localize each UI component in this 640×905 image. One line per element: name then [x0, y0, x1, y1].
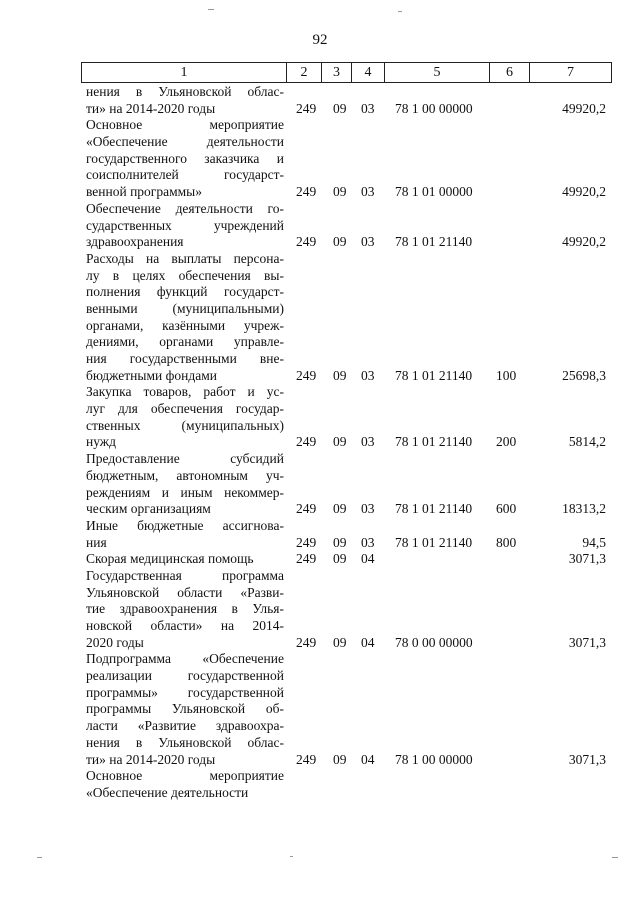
cell-target-article: 78 0 00 00000	[395, 634, 473, 650]
row-name-line: нения в Ульяновской облас-	[86, 84, 284, 99]
row-name-line: тие здравоохранения в Улья-	[86, 601, 284, 617]
cell-target-article: 78 1 01 21140	[395, 501, 473, 517]
cell-section: 09	[333, 534, 347, 550]
table-row	[86, 384, 616, 451]
row-name-line: венной программы»	[86, 184, 202, 200]
cell-target-article: 78 1 00 00000	[395, 751, 473, 767]
table-header	[81, 62, 612, 83]
row-name-line: Подпрограмма «Обеспечение	[86, 651, 284, 667]
table-row	[86, 251, 616, 385]
scan-mark	[612, 857, 618, 858]
cell-section: 09	[333, 751, 347, 767]
row-values	[86, 635, 616, 652]
row-name-line: ния	[86, 534, 107, 550]
row-name	[86, 251, 284, 385]
header-col-7: 7	[567, 65, 574, 80]
page-number: 92	[312, 32, 328, 48]
cell-subsection: 03	[361, 434, 375, 450]
cell-target-article: 78 1 00 00000	[395, 100, 473, 116]
row-name-line: программы» государственной	[86, 684, 284, 700]
cell-target-article: 78 1 01 00000	[395, 184, 473, 200]
cell-section: 09	[333, 234, 347, 250]
row-name-line: ти» на 2014-2020 годы	[86, 751, 216, 767]
row-name-line: программы Ульяновской об-	[86, 701, 284, 717]
cell-admin-code: 249	[296, 100, 317, 116]
cell-admin-code: 249	[296, 367, 317, 383]
row-values	[86, 501, 616, 518]
row-values	[86, 535, 616, 552]
scan-mark	[37, 857, 42, 858]
table-row	[86, 117, 616, 200]
row-values	[86, 368, 616, 385]
row-name-line: бюджетным, автономным уч-	[86, 467, 284, 483]
cell-section: 09	[333, 100, 347, 116]
cell-admin-code: 249	[296, 234, 317, 250]
cell-subsection: 03	[361, 534, 375, 550]
cell-subsection: 03	[361, 184, 375, 200]
row-name-line: нужд	[86, 434, 116, 450]
scan-mark	[208, 9, 214, 10]
table-row	[86, 201, 616, 251]
row-values	[86, 551, 616, 568]
row-name-line: ласти «Развитие здравоохра-	[86, 718, 284, 734]
cell-amount: 3071,3	[568, 634, 606, 650]
table-row	[86, 768, 616, 801]
table-body	[86, 84, 616, 824]
cell-expense-type: 600	[496, 501, 517, 517]
cell-subsection: 03	[361, 367, 375, 383]
row-name-line: ческим организациям	[86, 501, 211, 517]
row-name-line: соисполнителей государст-	[86, 167, 284, 183]
cell-expense-type: 800	[496, 534, 517, 550]
row-name-line: полнения функций государст-	[86, 284, 284, 300]
row-values	[86, 234, 616, 251]
row-name-line: ти» на 2014-2020 годы	[86, 100, 216, 116]
cell-target-article: 78 1 01 21140	[395, 234, 473, 250]
header-col-3: 3	[322, 63, 352, 82]
table-row	[86, 651, 616, 768]
cell-section: 09	[333, 184, 347, 200]
header-col-5: 5	[385, 63, 490, 82]
cell-amount: 3071,3	[568, 751, 606, 767]
cell-amount: 49920,2	[562, 100, 606, 116]
row-name-line: Иные бюджетные ассигнова-	[86, 517, 284, 533]
table-row	[86, 518, 616, 551]
cell-section: 09	[333, 551, 347, 567]
row-name-line: 2020 годы	[86, 634, 144, 650]
table-row	[86, 84, 616, 117]
cell-subsection: 04	[361, 751, 375, 767]
row-name-line: нения в Ульяновской облас-	[86, 734, 284, 750]
cell-admin-code: 249	[296, 634, 317, 650]
row-name-line: новской области» на 2014-	[86, 618, 284, 633]
row-name-line: Скорая медицинская помощь	[86, 551, 254, 567]
cell-admin-code: 249	[296, 184, 317, 200]
row-name-line: венными (муниципальными)	[86, 300, 284, 316]
row-values	[86, 101, 616, 118]
row-name-line: Основное мероприятие	[86, 768, 284, 784]
cell-amount: 25698,3	[562, 367, 606, 383]
row-name-line: Расходы на выплаты персона-	[86, 250, 284, 266]
row-name-line: государственного заказчика и	[86, 150, 284, 166]
cell-admin-code: 249	[296, 551, 317, 567]
cell-admin-code: 249	[296, 434, 317, 450]
cell-expense-type: 100	[496, 367, 517, 383]
row-name-line: Основное мероприятие	[86, 117, 284, 133]
cell-subsection: 04	[361, 634, 375, 650]
row-values	[86, 785, 616, 802]
cell-admin-code: 249	[296, 501, 317, 517]
row-name-line: бюджетными фондами	[86, 367, 217, 383]
header-col-1: 1	[82, 63, 287, 82]
cell-amount: 3071,3	[568, 551, 606, 567]
row-name-line: «Обеспечение деятельности	[86, 784, 249, 800]
row-name-line: Государственная программа	[86, 567, 284, 583]
cell-section: 09	[333, 634, 347, 650]
cell-subsection: 03	[361, 234, 375, 250]
cell-admin-code: 249	[296, 751, 317, 767]
cell-amount: 18313,2	[562, 501, 606, 517]
scan-mark	[290, 856, 293, 857]
cell-expense-type: 200	[496, 434, 517, 450]
cell-amount: 94,5	[582, 534, 606, 550]
row-name-line: ния государственными вне-	[86, 351, 284, 366]
cell-subsection: 04	[361, 551, 375, 567]
row-name-line: луг для обеспечения государ-	[86, 401, 284, 417]
cell-section: 09	[333, 367, 347, 383]
row-name-line: лу в целях обеспечения вы-	[86, 267, 284, 283]
table-row	[86, 551, 616, 568]
cell-amount: 5814,2	[568, 434, 606, 450]
cell-section: 09	[333, 501, 347, 517]
cell-target-article: 78 1 01 21140	[395, 367, 473, 383]
row-name-line: Обеспечение деятельности го-	[86, 200, 284, 216]
cell-amount: 49920,2	[562, 234, 606, 250]
header-col-4: 4	[352, 63, 385, 82]
table-row	[86, 451, 616, 518]
cell-amount: 49920,2	[562, 184, 606, 200]
row-values	[86, 434, 616, 451]
header-col-6: 6	[490, 63, 530, 82]
row-name-line: дениями, органами управле-	[86, 334, 284, 350]
cell-admin-code: 249	[296, 534, 317, 550]
scan-mark	[398, 11, 402, 12]
row-values	[86, 752, 616, 769]
row-name-line: сударственных учреждений	[86, 217, 284, 233]
table-row	[86, 568, 616, 651]
row-name-line: «Обеспечение деятельности	[86, 134, 284, 150]
row-name-line: реализации государственной	[86, 668, 284, 684]
row-name-line: Закупка товаров, работ и ус-	[86, 384, 284, 400]
row-values	[86, 184, 616, 201]
header-col-2: 2	[287, 63, 322, 82]
row-name-line: здравоохранения	[86, 234, 184, 250]
cell-section: 09	[333, 434, 347, 450]
cell-subsection: 03	[361, 100, 375, 116]
row-name-line: Предоставление субсидий	[86, 451, 284, 467]
row-name-line: Ульяновской области «Разви-	[86, 584, 284, 600]
cell-subsection: 03	[361, 501, 375, 517]
row-name-line: органами, казёнными учреж-	[86, 317, 284, 333]
row-name-line: реждениям и иным некоммер-	[86, 484, 284, 500]
row-name-line: ственных (муниципальных)	[86, 417, 284, 433]
cell-target-article: 78 1 01 21140	[395, 534, 473, 550]
cell-target-article: 78 1 01 21140	[395, 434, 473, 450]
